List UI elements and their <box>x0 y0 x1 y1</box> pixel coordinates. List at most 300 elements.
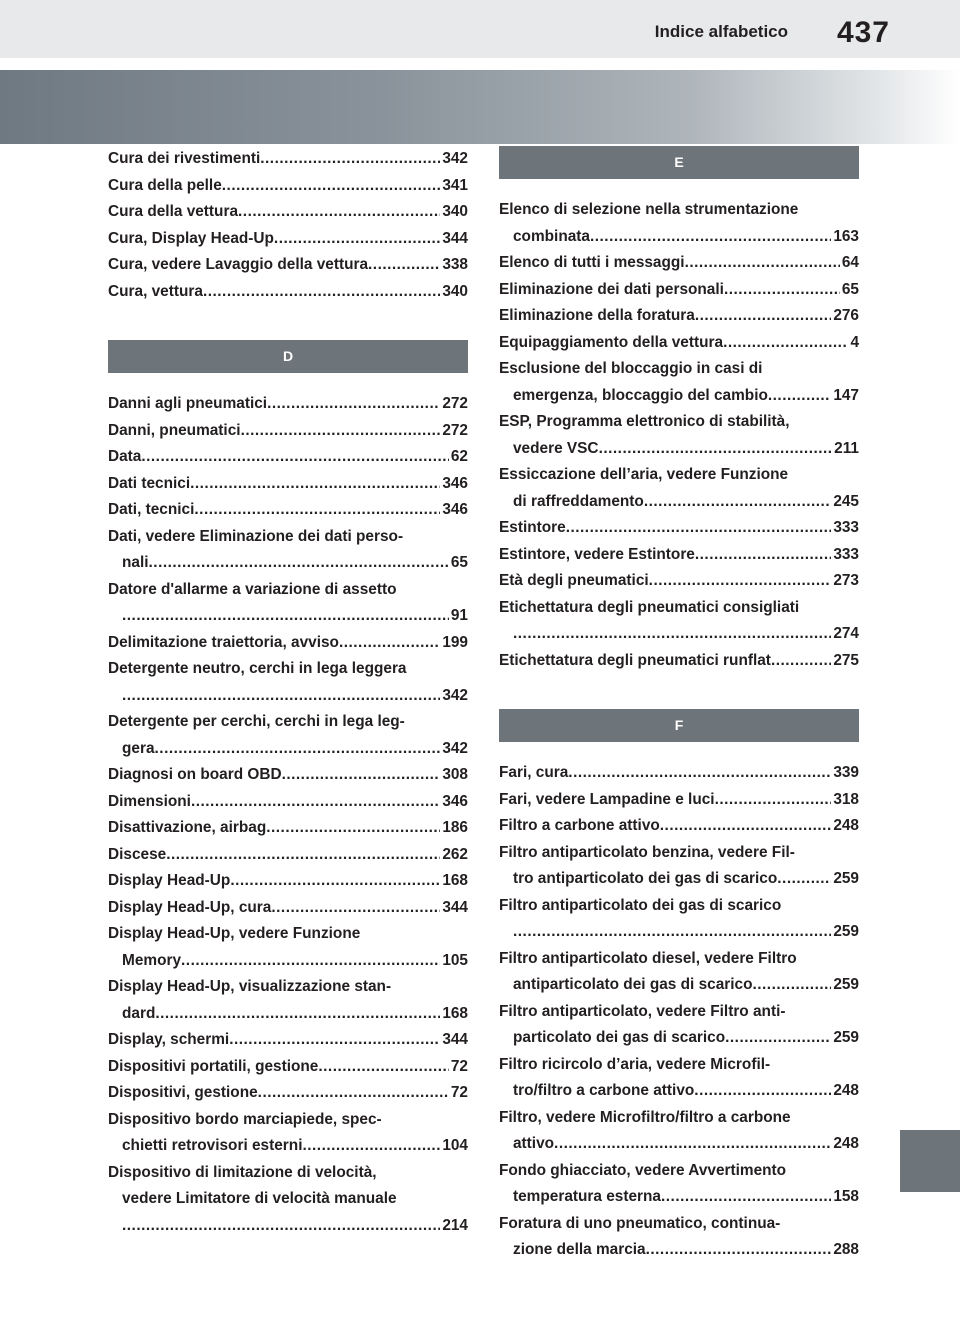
entry-term <box>108 921 468 948</box>
entry-text: Eliminazione dei dati personali <box>499 280 724 298</box>
entry-term-continuation <box>499 866 859 893</box>
entry-term-continuation <box>108 736 468 763</box>
entry-term-continuation <box>108 1213 468 1240</box>
entry-term <box>108 226 468 253</box>
index-entry <box>499 277 859 304</box>
entry-text: Cura della vettura <box>108 203 239 220</box>
entry-term <box>499 303 859 330</box>
entry-term <box>108 656 468 683</box>
index-entry <box>108 444 468 471</box>
entry-text: emergenza, bloccaggio del cambio <box>513 386 768 404</box>
dot-leader <box>715 787 832 814</box>
entry-term <box>108 842 468 869</box>
dot-leader <box>122 683 440 710</box>
entry-text: Display Head-Up, cura <box>108 898 272 916</box>
entry-text: Età degli pneumatici <box>499 572 649 589</box>
index-entry <box>499 648 859 675</box>
index-entry <box>499 813 859 840</box>
entry-term-continuation <box>499 436 859 463</box>
index-entry <box>108 199 468 226</box>
entry-term <box>499 277 859 304</box>
entry-page-number: 344 <box>442 898 468 916</box>
entry-term <box>108 173 468 200</box>
dot-leader <box>229 1027 440 1054</box>
page-header-bar <box>0 0 960 58</box>
entry-page-number: 333 <box>833 545 859 563</box>
entry-term <box>499 1158 859 1185</box>
entry-term <box>499 409 859 436</box>
entry-term-continuation <box>499 224 859 251</box>
dot-leader <box>723 330 848 357</box>
entry-text: Danni, pneumatici <box>108 421 241 439</box>
entry-page-number: 4 <box>850 333 859 351</box>
entry-term <box>499 542 859 569</box>
index-entry <box>499 1211 859 1264</box>
dot-leader <box>190 471 440 498</box>
entry-term <box>108 391 468 418</box>
dot-leader <box>155 1001 440 1028</box>
index-entry <box>499 595 859 648</box>
index-entry <box>108 630 468 657</box>
entry-text: Elenco di selezione nella strumentazione <box>499 201 799 218</box>
page-number: 437 <box>836 16 890 49</box>
entry-term <box>108 252 468 279</box>
dot-leader <box>660 813 832 840</box>
entry-page-number: 344 <box>442 229 468 247</box>
entry-page-number: 245 <box>833 492 859 510</box>
entry-term <box>108 577 468 604</box>
index-entry <box>499 893 859 946</box>
index-entry <box>108 1160 468 1240</box>
entry-text: tro antiparticolato dei gas di scarico <box>513 870 778 887</box>
dot-leader <box>685 250 840 277</box>
entry-term <box>499 356 859 383</box>
index-entry <box>108 842 468 869</box>
entry-page-number: 168 <box>442 1004 468 1022</box>
index-entry <box>499 542 859 569</box>
entry-text: temperatura esterna <box>513 1188 661 1205</box>
entry-text: Filtro ricircolo d’aria, vedere Microfil- <box>499 1055 771 1073</box>
entry-term <box>108 815 468 842</box>
index-entry <box>499 330 859 357</box>
entry-page-number: 346 <box>442 501 468 518</box>
entry-term <box>499 595 859 622</box>
entry-term <box>108 1027 468 1054</box>
index-entry <box>499 462 859 515</box>
index-entry <box>499 999 859 1052</box>
entry-text: vedere VSC <box>513 439 599 457</box>
entry-page-number: 248 <box>833 1135 859 1152</box>
entry-page-number: 65 <box>841 280 859 298</box>
entry-term-continuation <box>108 683 468 710</box>
entry-text: Display Head-Up <box>108 872 231 889</box>
dot-leader <box>181 948 440 975</box>
dot-leader <box>644 489 831 516</box>
index-entry <box>108 709 468 762</box>
entry-term <box>108 444 468 471</box>
entry-text: Cura dei rivestimenti <box>108 150 261 167</box>
index-entry <box>499 356 859 409</box>
entry-term <box>499 1211 859 1238</box>
dot-leader <box>222 173 441 200</box>
entry-text: Cura, Display Head-Up <box>108 229 274 247</box>
entry-text: Dimensioni <box>108 792 191 810</box>
entry-text: Dispositivi portatili, gestione <box>108 1057 319 1075</box>
entry-page-number: 346 <box>442 474 468 492</box>
entry-page-number: 339 <box>833 764 859 781</box>
dot-leader <box>725 1025 831 1052</box>
entry-text: gera <box>122 739 155 757</box>
entry-term-continuation <box>108 550 468 577</box>
entry-term <box>108 524 468 551</box>
entry-page-number: 147 <box>833 386 859 404</box>
entry-term <box>108 146 468 173</box>
index-entry <box>499 568 859 595</box>
entry-page-number: 211 <box>834 439 859 457</box>
entry-text: Essiccazione dell’aria, vedere Funzione <box>499 466 789 483</box>
entry-text: Fari, vedere Lampadine e luci <box>499 790 715 808</box>
entry-term-continuation <box>499 972 859 999</box>
entry-text: Filtro antiparticolato diesel, vedere Filtro <box>499 949 797 967</box>
index-entry <box>108 895 468 922</box>
dot-leader <box>771 648 831 675</box>
entry-term-continuation <box>499 1184 859 1211</box>
entry-page-number: 248 <box>833 1082 859 1099</box>
entry-text: antiparticolato dei gas di scarico <box>513 976 753 993</box>
dot-leader <box>368 252 440 279</box>
entry-page-number: 163 <box>833 227 859 245</box>
entry-page-number: 262 <box>442 845 468 863</box>
entries-d <box>108 391 468 1239</box>
left-column <box>108 146 468 1239</box>
entry-page-number: 318 <box>833 790 859 808</box>
entry-term <box>108 1080 468 1107</box>
entry-text: Disattivazione, airbag <box>108 819 267 836</box>
entry-term-continuation <box>499 1078 859 1105</box>
entry-text: Eliminazione della foratura <box>499 307 695 324</box>
dot-leader <box>274 226 440 253</box>
entry-page-number: 346 <box>442 792 468 810</box>
dot-leader <box>155 736 441 763</box>
entry-text: Filtro, vedere Microfiltro/filtro a carbone <box>499 1108 791 1126</box>
dot-leader <box>768 383 831 410</box>
dot-leader <box>194 497 440 524</box>
entry-page-number: 259 <box>833 1029 859 1046</box>
entry-page-number: 91 <box>450 607 468 624</box>
entry-text: Display, schermi <box>108 1031 230 1048</box>
entry-page-number: 105 <box>442 951 468 969</box>
entry-term <box>499 197 859 224</box>
index-entry <box>108 921 468 974</box>
index-entry <box>108 789 468 816</box>
index-entry <box>108 173 468 200</box>
entries-c-continued <box>108 146 468 305</box>
entry-text: Elenco di tutti i messaggi <box>499 254 685 271</box>
section-header-e: E <box>499 146 859 179</box>
entry-term-continuation <box>499 919 859 946</box>
entry-text: nali <box>122 554 149 571</box>
entry-page-number: 259 <box>833 870 859 887</box>
section-header-f: F <box>499 709 859 742</box>
index-entry <box>499 409 859 462</box>
chapter-side-tab <box>900 1130 960 1192</box>
entry-term <box>108 868 468 895</box>
entry-text: Filtro antiparticolato dei gas di scarico <box>499 896 782 914</box>
entry-page-number: 104 <box>442 1137 468 1154</box>
entry-page-number: 272 <box>442 395 468 412</box>
entry-page-number: 273 <box>833 572 859 589</box>
entry-term-continuation <box>499 489 859 516</box>
index-entry <box>499 1105 859 1158</box>
entry-term <box>499 648 859 675</box>
index-entry <box>499 760 859 787</box>
entry-text: vedere Limitatore di velocità manuale <box>122 1190 397 1207</box>
dot-leader <box>122 603 449 630</box>
entry-term <box>499 250 859 277</box>
entry-page-number: 65 <box>450 554 468 571</box>
entry-page-number: 214 <box>442 1216 468 1234</box>
entry-text: Display Head-Up, visualizzazione stan- <box>108 978 392 995</box>
entry-text: Detergente neutro, cerchi in lega leggera <box>108 660 407 677</box>
entry-page-number: 199 <box>442 633 468 651</box>
index-entry <box>108 471 468 498</box>
entry-page-number: 288 <box>833 1241 859 1258</box>
entry-term <box>499 840 859 867</box>
index-entry <box>108 1027 468 1054</box>
entry-term-continuation <box>499 621 859 648</box>
entry-term <box>108 1054 468 1081</box>
dot-leader <box>267 391 440 418</box>
entry-page-number: 276 <box>833 307 859 324</box>
section-title: Indice alfabetico <box>654 22 788 41</box>
entry-term <box>499 462 859 489</box>
dot-leader <box>513 621 831 648</box>
index-entry <box>499 840 859 893</box>
entry-term <box>499 787 859 814</box>
dot-leader <box>646 1237 832 1264</box>
entry-page-number: 248 <box>833 817 859 834</box>
entry-text: particolato dei gas di scarico <box>513 1029 726 1046</box>
entry-term-continuation <box>499 1025 859 1052</box>
entry-term <box>108 1160 468 1187</box>
index-entry <box>499 250 859 277</box>
entry-text: Dispositivo di limitazione di velocità, <box>108 1163 377 1181</box>
entry-term <box>108 709 468 736</box>
entry-term-continuation <box>499 383 859 410</box>
entry-text: Estintore <box>499 519 566 536</box>
entry-text: tro/filtro a carbone attivo <box>513 1082 695 1099</box>
entry-term-continuation <box>108 1133 468 1160</box>
entry-term <box>499 946 859 973</box>
entry-text: zione della marcia <box>513 1241 646 1258</box>
entry-text: Etichettatura degli pneumatici consigliati <box>499 598 800 616</box>
entry-term <box>108 974 468 1001</box>
entry-text: Diagnosi on board OBD <box>108 766 282 783</box>
index-entry <box>108 146 468 173</box>
entry-text: dard <box>122 1004 156 1022</box>
entry-term-continuation <box>108 1186 468 1213</box>
entry-term <box>499 330 859 357</box>
index-entry <box>108 391 468 418</box>
dot-leader <box>513 919 831 946</box>
index-entry <box>108 1054 468 1081</box>
entry-page-number: 333 <box>833 519 859 536</box>
index-entry <box>108 418 468 445</box>
dot-leader <box>141 444 449 471</box>
index-entry <box>108 1107 468 1160</box>
entry-term <box>499 813 859 840</box>
dot-leader <box>241 418 441 445</box>
dot-leader <box>661 1184 831 1211</box>
entry-page-number: 275 <box>833 651 859 669</box>
entry-term <box>108 199 468 226</box>
entry-text: di raffreddamento <box>513 492 644 510</box>
entry-text: Filtro antiparticolato, vedere Filtro anti- <box>499 1002 786 1020</box>
dot-leader <box>566 515 832 542</box>
entry-page-number: 340 <box>442 282 468 300</box>
entry-page-number: 259 <box>833 923 859 940</box>
entry-text: ESP, Programma elettronico di stabilità, <box>499 413 790 430</box>
entry-page-number: 62 <box>450 448 468 465</box>
entry-text: Fari, cura <box>499 764 569 781</box>
section-header-d: D <box>108 340 468 373</box>
index-entry <box>108 656 468 709</box>
entry-term <box>499 568 859 595</box>
entry-page-number: 344 <box>442 1031 468 1048</box>
entry-text: Datore d'allarme a variazione di assetto <box>108 580 397 598</box>
dot-leader <box>694 1078 831 1105</box>
dot-leader <box>282 762 441 789</box>
entries-f <box>499 760 859 1264</box>
entry-term-continuation <box>499 1131 859 1158</box>
dot-leader <box>649 568 832 595</box>
entry-text: chietti retrovisori esterni <box>122 1137 303 1154</box>
entry-term <box>108 418 468 445</box>
dot-leader <box>318 1054 449 1081</box>
entry-term <box>108 895 468 922</box>
entry-term <box>499 760 859 787</box>
entry-text: Fondo ghiacciato, vedere Avvertimento <box>499 1161 787 1179</box>
entry-text: Dati tecnici <box>108 474 191 492</box>
entry-page-number: 72 <box>450 1084 468 1101</box>
entry-text: Data <box>108 448 142 465</box>
index-entry <box>499 1158 859 1211</box>
dot-leader <box>695 542 831 569</box>
entry-text: combinata <box>513 227 590 245</box>
entry-text: Filtro antiparticolato benzina, vedere Fil- <box>499 843 795 861</box>
dot-leader <box>260 146 440 173</box>
entry-term <box>108 279 468 306</box>
entry-text: Detergente per cerchi, cerchi in lega leg- <box>108 713 405 730</box>
entry-page-number: 272 <box>442 421 468 439</box>
entry-term-continuation <box>499 1237 859 1264</box>
index-entry <box>499 1052 859 1105</box>
entry-page-number: 64 <box>841 254 859 271</box>
index-entry <box>108 974 468 1027</box>
dot-leader <box>149 550 449 577</box>
entry-term <box>499 1052 859 1079</box>
entry-text: Dati, tecnici <box>108 501 195 518</box>
index-entry <box>499 197 859 250</box>
index-entry <box>499 303 859 330</box>
entry-page-number: 259 <box>833 976 859 993</box>
entry-term <box>499 1105 859 1132</box>
entry-text: Esclusione del bloccaggio in casi di <box>499 360 763 377</box>
right-column <box>499 146 859 1264</box>
entry-term-continuation <box>108 1001 468 1028</box>
index-entry <box>499 787 859 814</box>
entry-text: Etichettatura degli pneumatici runflat <box>499 651 771 669</box>
entry-text: Equipaggiamento della vettura <box>499 333 724 351</box>
entry-term-continuation <box>108 948 468 975</box>
entry-term-continuation <box>108 603 468 630</box>
entry-term <box>499 893 859 920</box>
index-entry <box>108 815 468 842</box>
dot-leader <box>230 868 440 895</box>
index-entry <box>499 515 859 542</box>
entry-text: Delimitazione traiettoria, avviso <box>108 633 339 651</box>
dot-leader <box>777 866 831 893</box>
entry-page-number: 308 <box>442 766 468 783</box>
entry-page-number: 342 <box>442 686 468 704</box>
index-entry <box>108 1080 468 1107</box>
entry-text: Display Head-Up, vedere Funzione <box>108 925 361 942</box>
index-entry <box>108 252 468 279</box>
entry-term <box>499 515 859 542</box>
dot-leader <box>166 842 440 869</box>
dot-leader <box>724 277 840 304</box>
entry-text: Danni agli pneumatici <box>108 395 268 412</box>
dot-leader <box>590 224 831 251</box>
entry-page-number: 72 <box>450 1057 468 1075</box>
dot-leader <box>568 760 831 787</box>
entry-text: Estintore, vedere Estintore <box>499 545 695 563</box>
entry-text: Cura della pelle <box>108 176 222 194</box>
entry-text: Filtro a carbone attivo <box>499 817 660 834</box>
dot-leader <box>302 1133 440 1160</box>
entry-text: Memory <box>122 951 182 969</box>
index-entry <box>108 868 468 895</box>
dot-leader <box>752 972 831 999</box>
entry-term <box>108 630 468 657</box>
index-entry <box>108 524 468 577</box>
index-entry <box>108 497 468 524</box>
entry-page-number: 340 <box>442 203 468 220</box>
dot-leader <box>339 630 440 657</box>
entry-text: attivo <box>513 1135 555 1152</box>
dot-leader <box>238 199 440 226</box>
entry-term <box>108 497 468 524</box>
entry-text: Dispositivi, gestione <box>108 1084 258 1101</box>
entry-text: Foratura di uno pneumatico, continua- <box>499 1214 781 1232</box>
header-banner <box>0 70 960 144</box>
entries-e <box>499 197 859 674</box>
entry-page-number: 338 <box>442 256 468 273</box>
dot-leader <box>191 789 440 816</box>
index-entry <box>108 226 468 253</box>
entry-term <box>108 789 468 816</box>
entry-text: Cura, vettura <box>108 282 203 300</box>
entry-term <box>108 762 468 789</box>
dot-leader <box>271 895 440 922</box>
entry-text: Discese <box>108 845 167 863</box>
entry-text: Dispositivo bordo marciapiede, spec- <box>108 1110 382 1128</box>
index-entry <box>108 279 468 306</box>
dot-leader <box>599 436 833 463</box>
index-entry <box>499 946 859 999</box>
entry-term <box>499 999 859 1026</box>
dot-leader <box>122 1213 440 1240</box>
